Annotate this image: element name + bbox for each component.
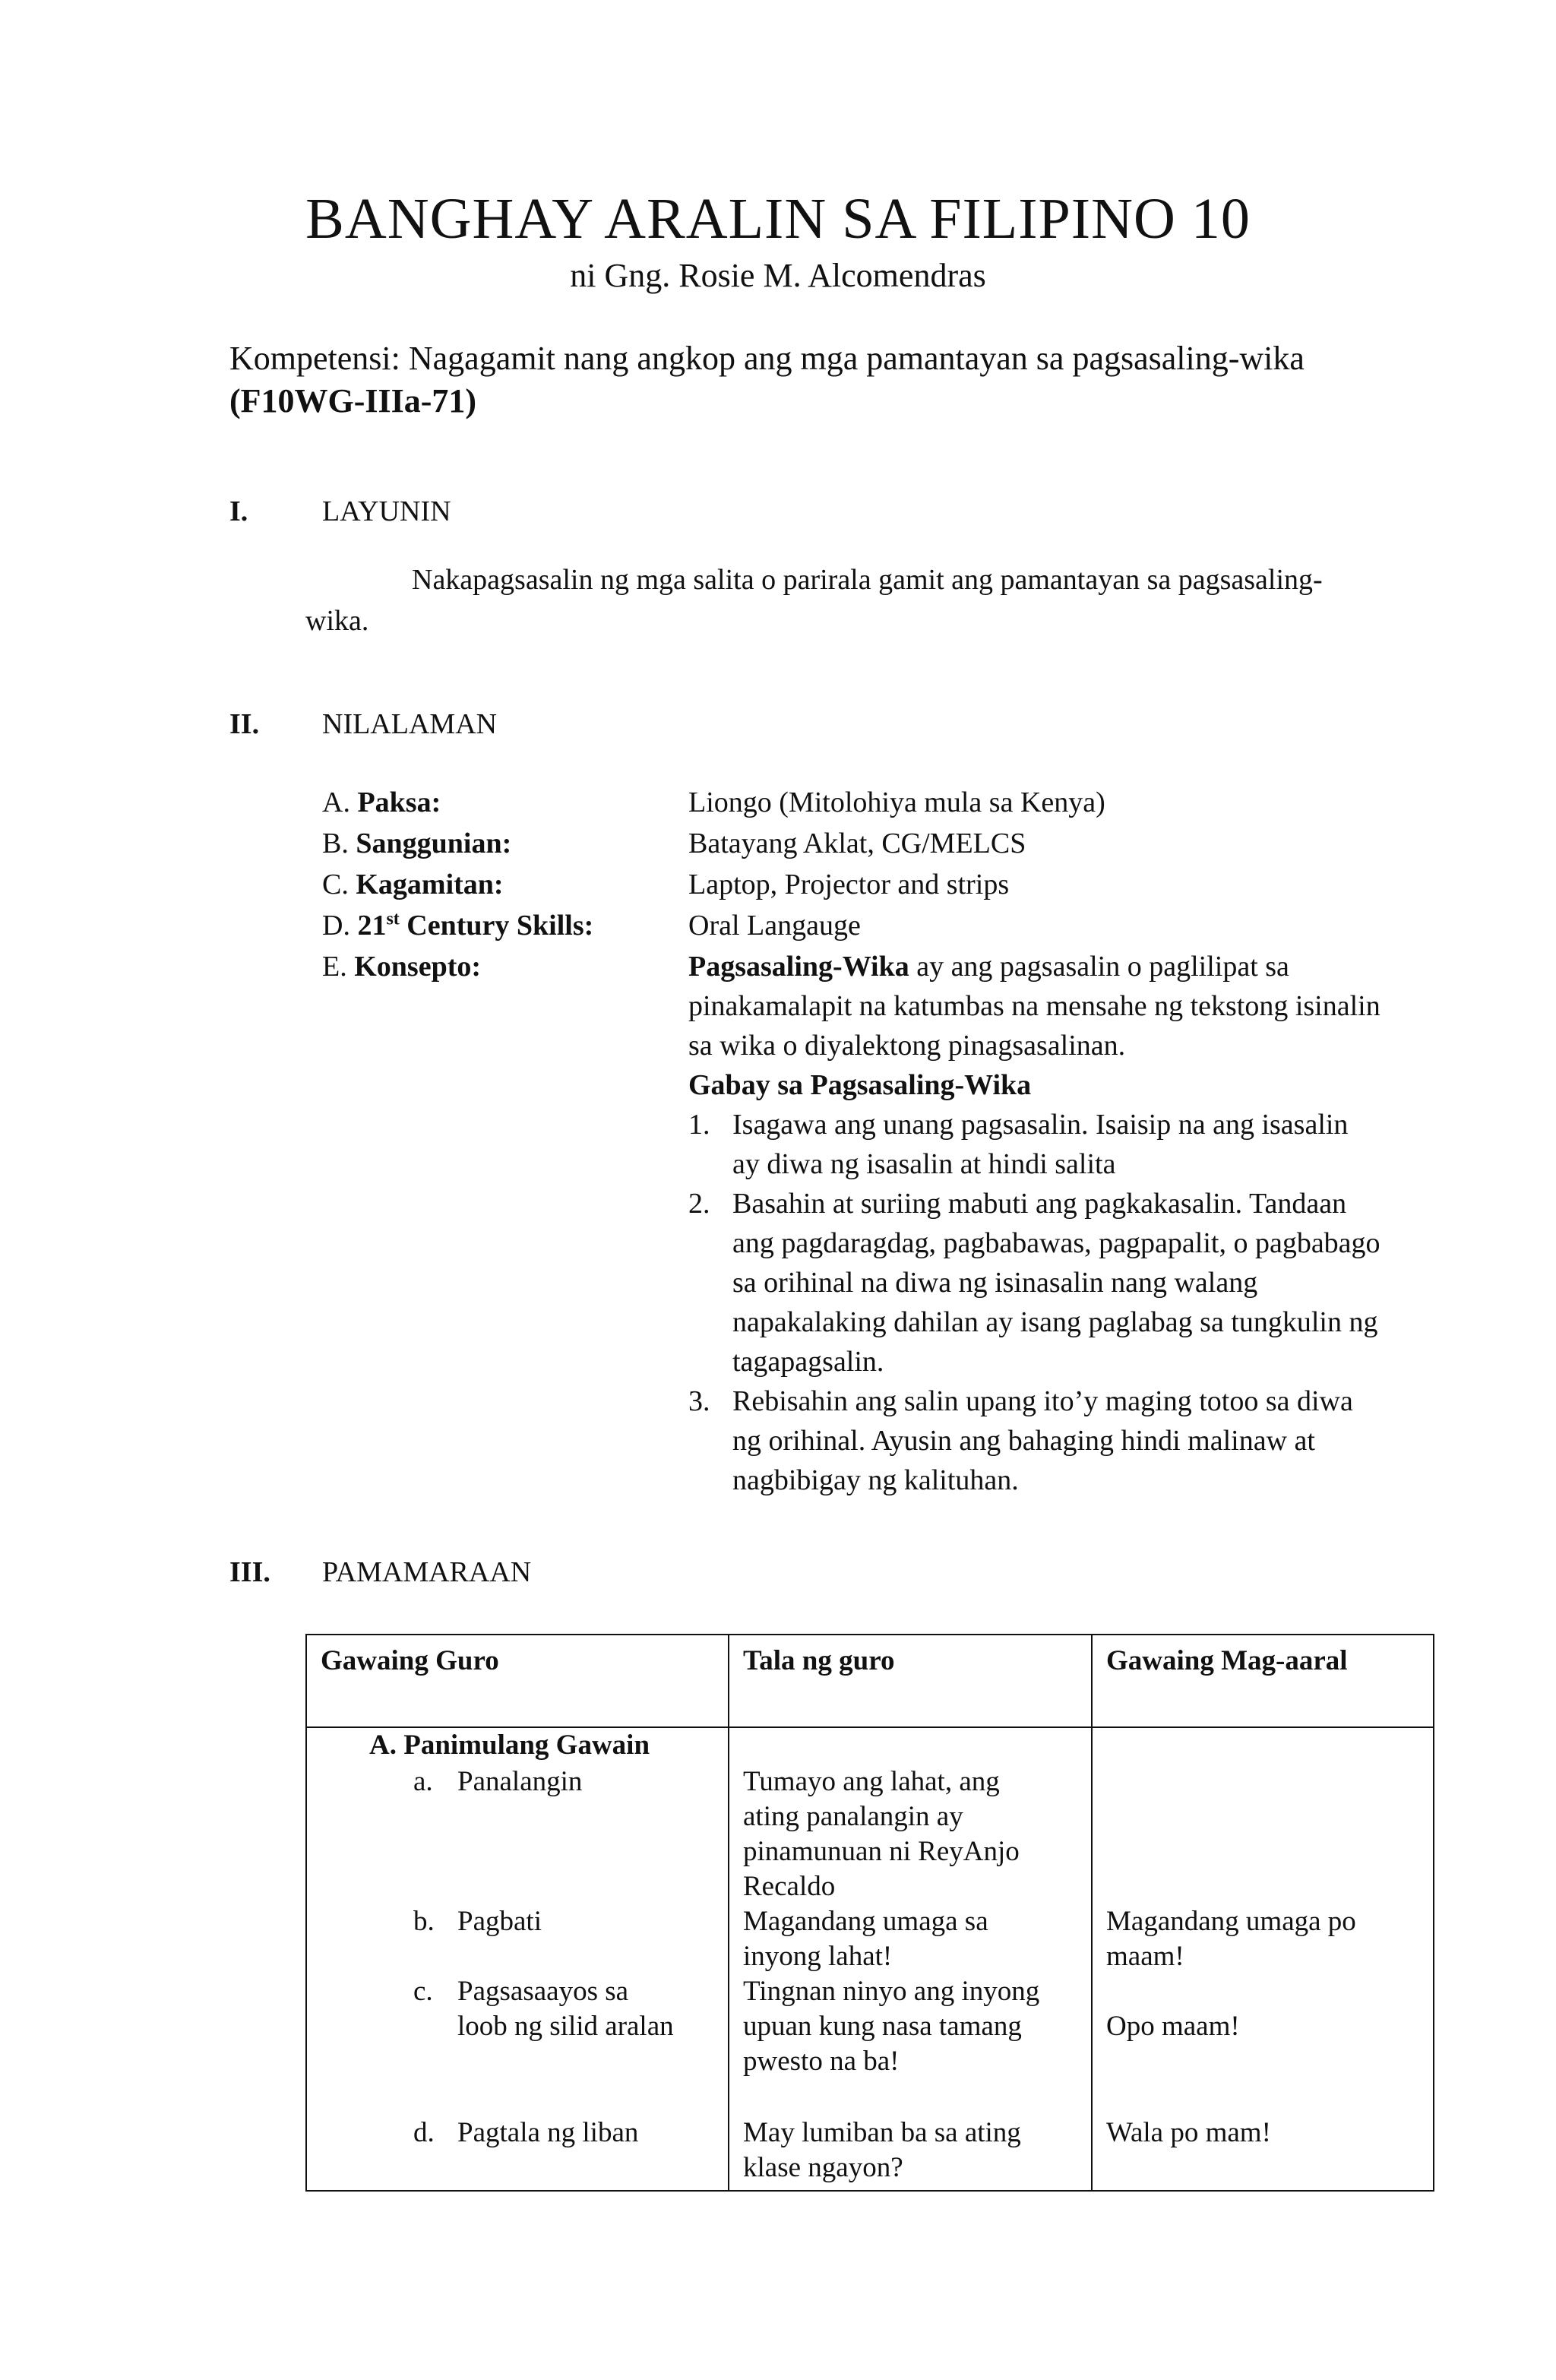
teacher-note-line: May lumiban ba sa ating [743,2117,1021,2148]
gabay-item-line [688,1263,1380,1302]
nilalaman-item-d [322,906,593,945]
gabay-item-text: Isagawa ang unang pagsasalin. Isaisip na ang isasalin [732,1109,1349,1141]
teacher-note-line: pinamunuan ni ReyAnjo [743,1836,1020,1867]
gabay-item-line [688,1184,1380,1223]
activity-letter: c. [413,1976,433,2007]
gabay-item-text: ng orihinal. Ayusin ang bahaging hindi malinaw at [732,1425,1315,1457]
table-header-row [306,1635,1434,1727]
item-label: Konsepto: [354,951,482,983]
nilalaman-item-e [322,947,481,986]
konsepto-block [688,947,1380,1500]
teacher-note-line: Recaldo [743,1871,836,1902]
item-letter: A. [322,786,350,818]
header-gawaing-guro: Gawaing Guro [306,1635,729,1727]
skills-value: Oral Langauge [688,910,861,942]
teacher-note-line: Tingnan ninyo ang inyong [743,1976,1040,2007]
section-title-pamamaraan: PAMAMARAAN [322,1556,532,1588]
konsepto-line2: pinakamalapit na katumbas na mensahe ng tekstong isinalin [688,990,1380,1022]
item-label: Kagamitan: [356,869,504,900]
gabay-item-line [688,1342,1380,1381]
konsepto-line3: sa wika o diyalektong pinagsasalinan. [688,1030,1126,1062]
panimulang-gawain-title: A. Panimulang Gawain [369,1730,650,1761]
item-label: Sanggunian: [356,828,512,859]
activity-letter: a. [413,1766,433,1797]
header-gawaing-mag-aaral: Gawaing Mag-aaral [1092,1635,1434,1727]
activity-name: Pagsasaayos sa [457,1976,629,2007]
procedure-table [305,1634,1434,2192]
gabay-item-line [688,1302,1380,1342]
teacher-note-line: upuan kung nasa tamang [743,2011,1022,2042]
activity-name: loob ng silid aralan [457,2011,674,2042]
gabay-item-text: sa orihinal na diwa ng isinasalin nang walang [732,1267,1258,1299]
activity-letter: b. [413,1906,435,1937]
section-number-pamamaraan: III. [229,1556,270,1588]
sanggunian-value: Batayang Aklat, CG/MELCS [688,828,1026,859]
item-label: 21st Century Skills: [357,909,594,942]
item-letter: B. [322,828,349,859]
gabay-item-number: 3. [688,1385,710,1417]
gabay-item-line [688,1461,1380,1500]
item-letter: D. [322,910,350,942]
teacher-note-line: ating panalangin ay [743,1801,963,1832]
student-response-line: Wala po mam! [1106,2117,1271,2148]
nilalaman-item-a [322,783,441,822]
gabay-item-text: ang pagdaragdag, pagbabawas, pagpapalit, o pagbabago [732,1227,1380,1259]
nilalaman-item-c [322,865,504,904]
gabay-title: Gabay sa Pagsasaling-Wika [688,1069,1032,1101]
table-body-row [306,1727,1434,2191]
section-number-nilalaman: II. [229,708,260,740]
teacher-note-line: klase ngayon? [743,2152,903,2183]
kompetensi-text: Kompetensi: Nagagamit nang angkop ang mga pamantayan sa pagsasaling-wika [229,340,1305,377]
gabay-item-line [688,1421,1380,1461]
teacher-note-line: Tumayo ang lahat, ang [743,1766,1000,1797]
student-response-line: Opo maam! [1106,2011,1240,2042]
gabay-item-line [688,1105,1380,1144]
activity-name: Pagbati [457,1906,542,1937]
student-response-line: Magandang umaga po [1106,1906,1356,1937]
gabay-item-line [688,1144,1380,1184]
item-letter: E. [322,951,347,983]
gabay-item-line [688,1223,1380,1263]
author-line: ni Gng. Rosie M. Alcomendras [570,257,986,294]
header-tala-ng-guro: Tala ng guro [729,1635,1092,1727]
layunin-text-line2: wika. [305,605,369,637]
teacher-note-line: inyong lahat! [743,1941,893,1972]
layunin-text-line1: Nakapagsasalin ng mga salita o parirala gamit ang pamantayan sa pagsasaling- [412,564,1323,596]
gabay-item-text: napakalaking dahilan ay isang paglabag sa tungkulin ng [732,1306,1378,1338]
konsepto-line1: Pagsasaling-Wika ay ang pagsasalin o paglilipat sa [688,951,1289,983]
student-response-line: maam! [1106,1941,1184,1972]
gabay-item-number: 1. [688,1109,710,1141]
nilalaman-item-b [322,824,511,863]
section-title-nilalaman: NILALAMAN [322,708,498,740]
kompetensi-block [229,337,1445,423]
gabay-item-text: Rebisahin ang salin upang ito’y maging totoo sa diwa [732,1385,1353,1417]
gabay-item-text: Basahin at suriing mabuti ang pagkakasalin. Tandaan [732,1188,1347,1220]
gabay-item-text: ay diwa ng isasalin at hindi salita [732,1148,1116,1180]
guro-column [306,1727,729,2191]
tala-column [729,1727,1092,2191]
activity-name: Pagtala ng liban [457,2117,639,2148]
gabay-item-number: 2. [688,1188,710,1220]
kagamitan-value: Laptop, Projector and strips [688,869,1010,900]
paksa-value: Liongo (Mitolohiya mula sa Kenya) [688,786,1105,818]
gabay-list [688,1105,1380,1500]
gabay-item-line [688,1381,1380,1421]
activity-letter: d. [413,2117,435,2148]
section-number-layunin: I. [229,495,248,527]
activity-name: Panalangin [457,1766,583,1797]
item-label: Paksa: [357,786,441,818]
section-title-layunin: LAYUNIN [322,495,451,527]
magaaral-column [1092,1727,1434,2191]
item-letter: C. [322,869,349,900]
teacher-note-line: Magandang umaga sa [743,1906,988,1937]
teacher-note-line: pwesto na ba! [743,2046,900,2077]
gabay-item-text: nagbibigay ng kalituhan. [732,1464,1019,1496]
gabay-item-text: tagapagsalin. [732,1346,884,1378]
document-title: BANGHAY ARALIN SA FILIPINO 10 [305,187,1251,251]
kompetensi-code: (F10WG-IIIa-71) [229,382,477,419]
